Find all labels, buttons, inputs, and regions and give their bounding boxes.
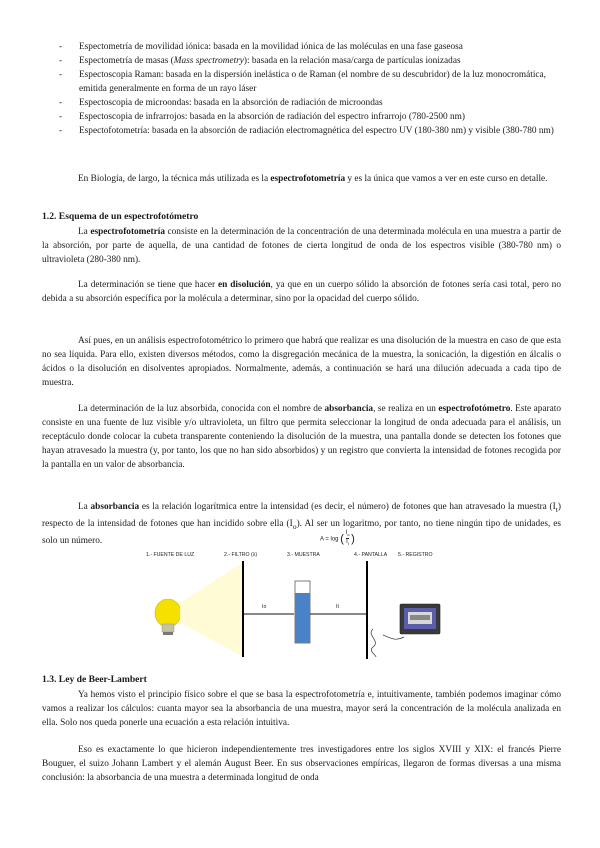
- absorbance-paragraph: La absorbancia es la relación logarítmica entre la intensidad (es decir, el número) de fotones que han atravesado la muestra $(I_t)$ respecto de la intensidad de fotones que han incidido sobre ella $(I_o)$. Al ser un logaritmo, por tanto, no tiene ningún tipo de unidades, es solo un número.: [42, 502, 561, 546]
- cable-2: [383, 635, 404, 639]
- light-cone: [180, 563, 242, 656]
- list-item: - Espectoscopia de microondas: basada en la absorción de radiación de microondas: [59, 98, 383, 108]
- list-item: - Espectometría de movilidad iónica: basada en la movilidad iónica de las moléculas en una fase gaseosa: [59, 42, 463, 52]
- spectrophotometer-diagram: [142, 551, 462, 663]
- section-heading-1-2: 1.2. Esquema de un espectrofotómetro: [42, 211, 199, 222]
- analysis-paragraph: Así pues, en un análisis espectrofotométrico lo primero que habrá que realizar es una disolución de la muestra en caso de que esta no sea líquida. Para ello, existen diversos métodos, como la disgregación mecánica de la muestra, la sonicación, la digestión en álcalis o ácidos o la disolución en disolventes apropiados. Normalmente, además, a continuación se hará una dilución adecuada a cada tipo de muestra.: [42, 336, 561, 388]
- list-item: - Espectometría de masas (Mass spectrometry): basada en la relación masa/carga de partículas ionizadas: [59, 56, 461, 66]
- dissolution-paragraph: La determinación se tiene que hacer en disolución, ya que en un cuerpo sólido la absorción de fotones sería casi total, pero no debida a su absorción específica por la molécula a determinar, sino por la opacidad del cuerpo sólido.: [42, 280, 561, 304]
- light-bulb-icon: [155, 599, 181, 635]
- list-item: - Espectofotometría: basada en la absorción de radiación electromagnética del espectro UV (180-380 nm) y visible (380-780 nm): [59, 126, 554, 136]
- beam-out-label: It: [336, 604, 339, 610]
- intro-paragraph: En Biología, de largo, la técnica más utilizada es la espectrofotometría y es la única que vamos a ver en este curso en detalle.: [78, 174, 548, 184]
- label-register: 5.- REGISTRO: [398, 552, 433, 558]
- beam-in-label: Io: [262, 604, 267, 610]
- label-sample: 3.- MUESTRA: [287, 552, 320, 558]
- technique-list: [56, 40, 561, 138]
- label-light-source: 1.- FUENTE DE LUZ: [146, 552, 195, 558]
- beer-lambert-paragraph-2: Eso es exactamente lo que hicieron independientemente tres investigadores entre los siglos XVIII y XIX: el francés Pierre Bouguer, el suizo Johann Lambert y el alemán August Beer. En sus observaciones empíricas, llegaron de formas diversas a una misma conclusión: la absorbancia de una muestra a determinada longitud de onda: [42, 745, 561, 783]
- cuvette: [295, 581, 310, 643]
- list-item: - Espectoscopia Raman: basada en la dispersión inelástica o de Raman (el nombre de su descubridor) de la luz monocromática, emitida generalmente en forma de un rayo láser: [59, 70, 547, 94]
- beer-lambert-paragraph-1: Ya hemos visto el principio físico sobre el que se basa la espectrofotometría e, intuitivamente, también podemos imaginar cómo vamos a realizar los cálculos: cuanta mayor sea la absorbancia de una muestra, mayor será la concentración de la molécula analizada en ella. Solo nos queda ponerle una ecuación a esta relación intuitiva.: [42, 690, 561, 728]
- absorbance-formula: A = log ( $\frac{I_o}{I_t}$ ): [320, 530, 355, 547]
- list-item: - Espectoscopia de infrarrojos: basada en la absorción de radiación del espectro infrarrojo (780-2500 nm): [59, 112, 465, 122]
- label-filter: 2.- FILTRO (λ): [224, 552, 258, 558]
- apparatus-paragraph: La determinación de la luz absorbida, conocida con el nombre de absorbancia, se realiza en un espectrofotómetro. Este aparato consiste en una fuente de luz visible y/o ultravioleta, un filtro que permita seleccionar la longitud de onda adecuada para el análisis, un receptáculo donde colocar la cubeta transparente conteniendo la disolución de la muestra, una pantalla donde se detecten los fotones que hayan atravesado la muestra (y, por tanto, los que no han sido absorbidos) y un registro que convierta la intensidad de fotones recogida por la pantalla en un valor de absorbancia.: [42, 404, 561, 470]
- register-monitor-icon: [400, 604, 440, 634]
- section-heading-1-3: 1.3. Ley de Beer-Lambert: [42, 674, 147, 685]
- cuvette-liquid: [296, 593, 310, 643]
- definition-paragraph: La espectrofotometría consiste en la determinación de la concentración de una determinada molécula en una muestra a partir de la absorción, por parte de aquella, de una cantidad de fotones de cierta longitud de onda de los espectros visible (380-780 nm) o ultravioleta (280-380 nm).: [42, 227, 561, 265]
- cable: [371, 629, 376, 657]
- label-screen: 4.- PANTALLA: [354, 552, 388, 558]
